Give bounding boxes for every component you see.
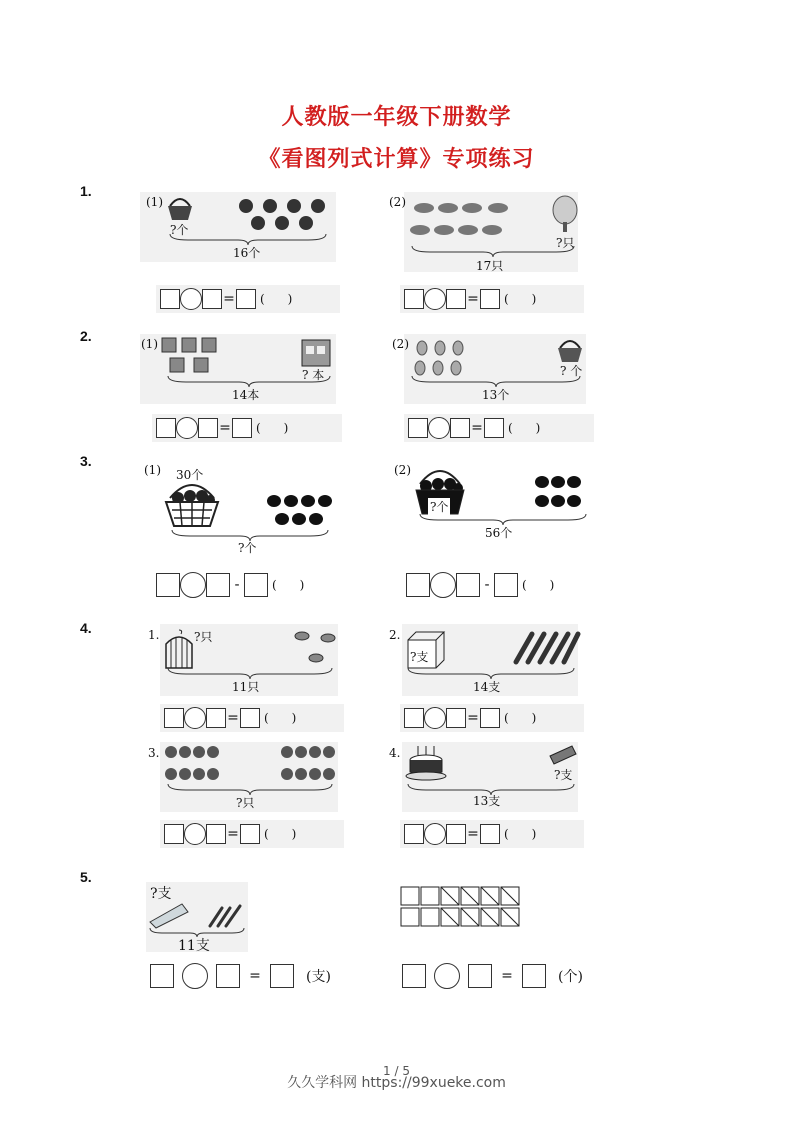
answer-box[interactable] bbox=[206, 573, 230, 597]
q2-p2-total: 13个 bbox=[482, 388, 510, 402]
answer-box[interactable] bbox=[404, 708, 424, 728]
equals-sign: = bbox=[467, 710, 479, 726]
operator-circle[interactable] bbox=[182, 963, 208, 989]
q3-p1-tag: (1) bbox=[144, 463, 161, 477]
result-box[interactable] bbox=[232, 418, 252, 438]
title-line-1: 人教版一年级下册数学 bbox=[281, 104, 512, 130]
equals-sign: = bbox=[467, 291, 479, 307]
result-box[interactable] bbox=[480, 824, 500, 844]
unit-blank[interactable]: ( ) bbox=[504, 827, 537, 841]
title-line-2: 《看图列式计算》专项练习 bbox=[258, 146, 535, 172]
plums-icon bbox=[264, 493, 336, 527]
answer-box[interactable] bbox=[408, 418, 428, 438]
q3-p1-equation bbox=[156, 572, 304, 598]
result-box[interactable] bbox=[484, 418, 504, 438]
operator-circle[interactable] bbox=[176, 417, 198, 439]
unit-blank[interactable]: ( ) bbox=[508, 421, 541, 435]
q4-p1-equation bbox=[160, 704, 344, 732]
operator-circle[interactable] bbox=[424, 707, 446, 729]
bookshelf-icon bbox=[300, 336, 334, 368]
equals-sign: = bbox=[249, 968, 261, 984]
q5-p2-equation bbox=[402, 962, 583, 990]
plums-icon bbox=[534, 475, 590, 509]
q1-p2-equation bbox=[400, 285, 584, 313]
unit-blank[interactable]: ( ) bbox=[504, 292, 537, 306]
minus-sign: - bbox=[234, 577, 240, 593]
answer-box[interactable] bbox=[206, 824, 226, 844]
birds-icon bbox=[410, 198, 520, 240]
q1-p2-brace bbox=[410, 244, 576, 258]
minus-sign: - bbox=[484, 577, 490, 593]
q3-p2-total: 56个 bbox=[485, 526, 513, 540]
apples-icon bbox=[236, 196, 332, 232]
q4-p3-total: ?只 bbox=[236, 796, 255, 810]
operator-circle[interactable] bbox=[428, 417, 450, 439]
answer-box[interactable] bbox=[216, 964, 240, 988]
operator-circle[interactable] bbox=[430, 572, 456, 598]
answer-box[interactable] bbox=[156, 573, 180, 597]
equals-sign: = bbox=[223, 291, 235, 307]
answer-box[interactable] bbox=[160, 289, 180, 309]
basket-icon bbox=[556, 338, 586, 364]
q4-p4-equation bbox=[400, 820, 584, 848]
answer-box[interactable] bbox=[468, 964, 492, 988]
q2-p2-tag: (2) bbox=[392, 337, 409, 351]
result-box[interactable] bbox=[522, 964, 546, 988]
q4-p1-total: 11只 bbox=[232, 680, 260, 694]
footer-watermark[interactable]: 久久学科网 https://99xueke.com bbox=[287, 1075, 506, 1091]
owls-icon bbox=[164, 744, 222, 784]
result-box[interactable] bbox=[480, 289, 500, 309]
operator-circle[interactable] bbox=[180, 288, 202, 310]
q2-p1-equation bbox=[152, 414, 342, 442]
answer-box[interactable] bbox=[446, 708, 466, 728]
answer-box[interactable] bbox=[206, 708, 226, 728]
unit-blank[interactable]: ( ) bbox=[264, 827, 297, 841]
q2-p2-equation bbox=[404, 414, 594, 442]
operator-circle[interactable] bbox=[424, 823, 446, 845]
q4-p1-tag: 1. bbox=[148, 628, 160, 642]
unit-blank[interactable]: ( ) bbox=[522, 578, 555, 592]
answer-box[interactable] bbox=[404, 824, 424, 844]
q4-p3-tag: 3. bbox=[148, 746, 160, 760]
answer-box[interactable] bbox=[150, 964, 174, 988]
q2-p1-total: 14本 bbox=[232, 388, 260, 402]
equals-sign: = bbox=[501, 968, 513, 984]
q2-p1-unknown: ? 本 bbox=[302, 368, 325, 382]
operator-circle[interactable] bbox=[180, 572, 206, 598]
equals-sign: = bbox=[227, 826, 239, 842]
pencils-icon bbox=[512, 632, 580, 664]
owls-icon bbox=[280, 744, 338, 784]
q3-p1-total: ?个 bbox=[238, 541, 257, 555]
q3-p2-unknown: ?个 bbox=[430, 500, 449, 514]
unit-blank[interactable]: ( ) bbox=[256, 421, 289, 435]
question-3-number: 3. bbox=[80, 453, 92, 469]
pears-icon bbox=[414, 338, 474, 378]
unit-blank[interactable]: ( ) bbox=[272, 578, 305, 592]
q4-p3-equation bbox=[160, 820, 344, 848]
answer-box[interactable] bbox=[446, 289, 466, 309]
q3-p2-equation bbox=[406, 572, 554, 598]
result-box[interactable] bbox=[240, 824, 260, 844]
birds-icon bbox=[294, 628, 338, 668]
result-box[interactable] bbox=[270, 964, 294, 988]
q3-p2-tag: (2) bbox=[394, 463, 411, 477]
answer-box[interactable] bbox=[404, 289, 424, 309]
answer-box[interactable] bbox=[156, 418, 176, 438]
question-4-number: 4. bbox=[80, 620, 92, 636]
equals-sign: = bbox=[467, 826, 479, 842]
pencils-and-case-icon bbox=[148, 900, 246, 930]
q4-p2-equation bbox=[400, 704, 584, 732]
question-5-number: 5. bbox=[80, 869, 92, 885]
unit-blank[interactable]: ( ) bbox=[264, 711, 297, 725]
q4-p1-unknown: ?只 bbox=[194, 630, 213, 644]
q1-p2-total: 17只 bbox=[476, 259, 504, 273]
answer-box[interactable] bbox=[456, 573, 480, 597]
q1-p1-equation bbox=[156, 285, 340, 313]
tree-icon bbox=[550, 196, 580, 232]
q4-p4-tag: 4. bbox=[389, 746, 401, 760]
q2-p2-unknown: ? 个 bbox=[560, 364, 583, 378]
question-1-number: 1. bbox=[80, 183, 92, 199]
q4-p2-unknown: ?支 bbox=[410, 650, 429, 664]
result-box[interactable] bbox=[240, 708, 260, 728]
q4-p4-unknown: ?支 bbox=[554, 768, 573, 782]
equals-sign: = bbox=[471, 420, 483, 436]
equals-sign: = bbox=[219, 420, 231, 436]
answer-box[interactable] bbox=[202, 289, 222, 309]
answer-box[interactable] bbox=[164, 824, 184, 844]
unit-blank[interactable]: ( ) bbox=[504, 711, 537, 725]
operator-circle[interactable] bbox=[434, 963, 460, 989]
question-2-number: 2. bbox=[80, 328, 92, 344]
result-box[interactable] bbox=[480, 708, 500, 728]
answer-box[interactable] bbox=[164, 708, 184, 728]
result-box[interactable] bbox=[494, 573, 518, 597]
q5-p1-unknown: ?支 bbox=[150, 886, 172, 902]
result-box[interactable] bbox=[244, 573, 268, 597]
q3-p1-top-label: 30个 bbox=[176, 468, 204, 482]
q1-p1-unknown: ?个 bbox=[170, 223, 189, 237]
squares-grid-icon bbox=[400, 886, 522, 928]
q4-p2-tag: 2. bbox=[389, 628, 401, 642]
answer-box[interactable] bbox=[198, 418, 218, 438]
q4-p4-total: 13支 bbox=[473, 794, 501, 808]
result-box[interactable] bbox=[236, 289, 256, 309]
q1-p2-tag: (2) bbox=[389, 195, 406, 209]
pencil-case-icon bbox=[548, 744, 578, 766]
q5-p1-equation bbox=[150, 962, 331, 990]
q1-p1-total: 16个 bbox=[233, 246, 261, 260]
operator-circle[interactable] bbox=[424, 288, 446, 310]
q2-p1-tag: (1) bbox=[141, 337, 158, 351]
answer-box[interactable] bbox=[406, 573, 430, 597]
basket-icon bbox=[166, 196, 196, 222]
cake-icon bbox=[404, 744, 448, 782]
unit-blank[interactable]: (支) bbox=[306, 969, 331, 985]
q4-p2-total: 14支 bbox=[473, 680, 501, 694]
birdcage-icon bbox=[164, 628, 194, 670]
operator-circle[interactable] bbox=[184, 707, 206, 729]
equals-sign: = bbox=[227, 710, 239, 726]
unit-blank[interactable]: ( ) bbox=[260, 292, 293, 306]
q1-p1-tag: (1) bbox=[146, 195, 163, 209]
unit-blank[interactable]: (个) bbox=[558, 969, 583, 985]
fruit-basket-icon bbox=[164, 480, 220, 528]
operator-circle[interactable] bbox=[184, 823, 206, 845]
answer-box[interactable] bbox=[402, 964, 426, 988]
q1-p2-unknown: ?只 bbox=[556, 236, 575, 250]
books-icon bbox=[162, 338, 224, 374]
answer-box[interactable] bbox=[450, 418, 470, 438]
answer-box[interactable] bbox=[446, 824, 466, 844]
page-number: 1 / 5 bbox=[383, 1064, 410, 1078]
q5-p1-total: 11支 bbox=[178, 938, 210, 954]
